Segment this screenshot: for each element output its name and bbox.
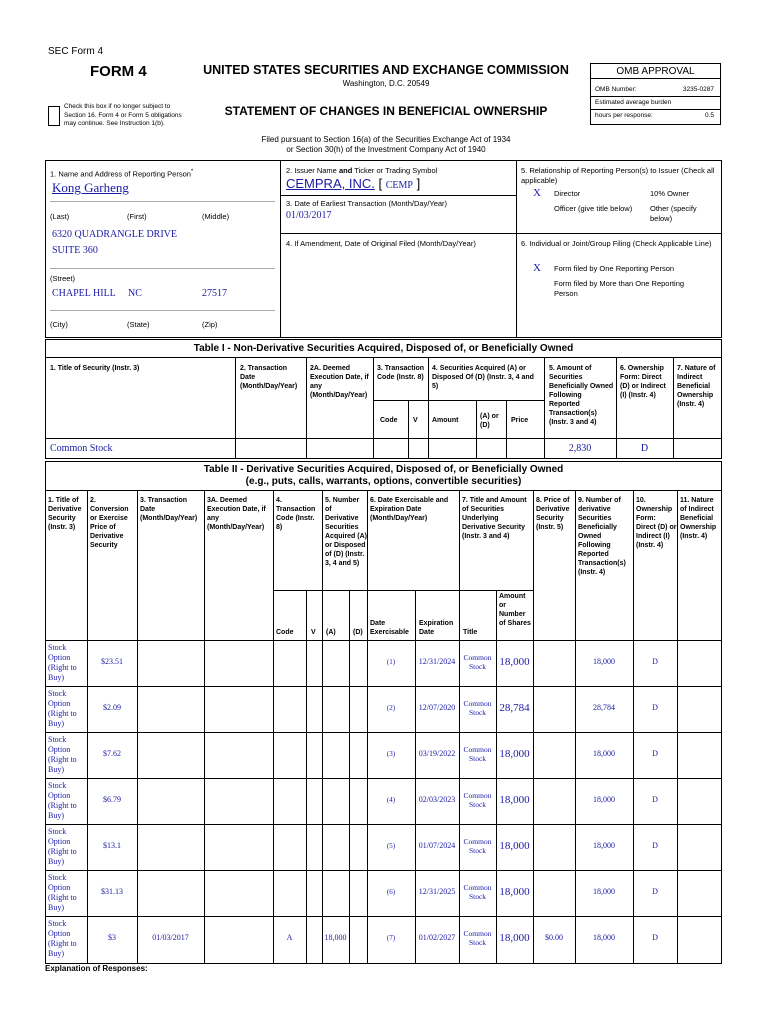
t2-row-form: D (652, 887, 658, 896)
t2-row-title: Stock Option (Right to Buy) (48, 735, 77, 774)
t2-row-shares: 18,000 (499, 748, 530, 760)
t2-row-p8 (533, 838, 575, 858)
t2-row-date: 01/03/2017 (152, 933, 189, 942)
t2-row-a (322, 792, 349, 812)
earliest-transaction-date: 01/03/2017 (286, 210, 332, 221)
box3-label: 3. Date of Earliest Transaction (Month/Day/Year) (286, 199, 448, 208)
t2-row-title: Stock Option (Right to Buy) (48, 689, 77, 728)
commission-city: Washington, D.C. 20549 (342, 79, 430, 88)
t1-sub-price: Price (511, 417, 529, 424)
t2-sub-expiration: Expiration Date (419, 620, 454, 636)
t2-row-owned: 18,000 (593, 657, 615, 666)
t2-row-a: 18,000 (324, 933, 347, 942)
t2-h8: 8. Price of Derivative Security (Instr. 5) (536, 497, 570, 531)
sec-form-label: SEC Form 4 (48, 46, 104, 57)
table-1-title: Table I - Non-Derivative Securities Acquired, Disposed of, or Beneficially Owned (193, 343, 574, 354)
t2-h1: 1. Title of Derivative Security (Instr. 3) (48, 497, 82, 531)
one-person-label: Form filed by One Reporting Person (554, 264, 675, 273)
t2-row-exp: 02/03/2023 (418, 795, 456, 804)
t1-row-amount: 2,830 (568, 443, 592, 454)
omb-hours-label: hours per response: (595, 112, 653, 119)
t2-row-p8 (533, 654, 575, 674)
statement-title: STATEMENT OF CHANGES IN BENEFICIAL OWNERSHIP (224, 104, 548, 118)
t2-row-shares: 18,000 (499, 840, 530, 852)
t2-row-de: (7) (386, 934, 396, 942)
no-longer-subject-checkbox[interactable] (48, 106, 60, 126)
t1-row-title: Common Stock (50, 443, 113, 454)
t2-h7: 7. Title and Amount of Securities Underlying Derivative Security (Instr. 3 and 4) (462, 497, 527, 540)
t2-row-date (137, 654, 204, 674)
t2-row-p8 (533, 700, 575, 720)
t1-h2: 2. Transaction Date (Month/Day/Year) (240, 365, 298, 390)
t2-row-a (322, 654, 349, 674)
t2-row-a (322, 746, 349, 766)
t2-row-price: $31.13 (101, 887, 123, 896)
other-label: Other (specify below) (650, 204, 697, 223)
t2-row-utitle: Common Stock (463, 791, 492, 809)
t2-row-code (273, 884, 306, 904)
box1-label: 1. Name and Address of Reporting Person* (50, 169, 194, 179)
t2-sub-title: Title (463, 629, 478, 636)
address-line-1: 6320 QUADRANGLE DRIVE (52, 229, 177, 240)
officer-label: Officer (give title below) (554, 204, 633, 213)
t2-row-utitle: Common Stock (463, 653, 492, 671)
t2-row-price: $6.79 (103, 795, 121, 804)
box4-label: 4. If Amendment, Date of Original Filed (Month/Day/Year) (286, 239, 476, 248)
address-line-2: SUITE 360 (52, 245, 98, 256)
t1-h1: 1. Title of Security (Instr. 3) (50, 365, 140, 372)
t2-row-owned: 18,000 (593, 749, 615, 758)
t2-row-owned: 18,000 (593, 795, 615, 804)
commission-title: UNITED STATES SECURITIES AND EXCHANGE COMMISSION (203, 63, 569, 77)
t2-row-code: A (286, 933, 293, 942)
t2-row-utitle: Common Stock (463, 929, 492, 947)
t2-row-date (137, 700, 204, 720)
t2-row-shares: 18,000 (499, 794, 530, 806)
t2-row-date (137, 792, 204, 812)
t2-row-shares: 28,784 (499, 702, 530, 714)
t2-row-utitle: Common Stock (463, 837, 492, 855)
t1-h6: 6. Ownership Form: Direct (D) or Indirect (I) (Instr. 4) (620, 365, 666, 399)
t2-row-form: D (652, 749, 658, 758)
t2-row-utitle: Common Stock (463, 745, 492, 763)
t2-h4: 4. Transaction Code (Instr. 8) (276, 497, 316, 531)
t2-row-code (273, 700, 306, 720)
box5-label: 5. Relationship of Reporting Person(s) to Issuer (Check all applicable) (521, 166, 715, 185)
t2-row-shares: 18,000 (499, 932, 530, 944)
t1-sub-amount: Amount (432, 417, 459, 424)
t2-row-date (137, 838, 204, 858)
t2-row-owned: 28,784 (593, 703, 615, 712)
address-zip: 27517 (202, 288, 227, 299)
t2-row-owned: 18,000 (593, 841, 615, 850)
street-label: (Street) (50, 274, 76, 283)
omb-number-label: OMB Number: (595, 86, 637, 93)
address-state: NC (128, 288, 142, 299)
t2-row-exp: 01/02/2027 (418, 933, 456, 942)
t2-row-a (322, 700, 349, 720)
t2-row-price: $2.09 (103, 703, 121, 712)
t2-h3: 3. Transaction Date (Month/Day/Year) (140, 497, 198, 522)
filed-line-1: Filed pursuant to Section 16(a) of the Securities Exchange Act of 1934 (261, 135, 511, 144)
t2-h3a: 3A. Deemed Execution Date, if any (Month/Day/Year) (207, 497, 266, 531)
t2-row-price: $7.62 (103, 749, 121, 758)
t2-row-a (322, 838, 349, 858)
t2-row-exp: 12/31/2024 (418, 657, 456, 666)
t2-row-de: (2) (386, 704, 396, 712)
first-label: (First) (127, 212, 147, 221)
t2-sub-a: (A) (326, 629, 336, 636)
t2-row-de: (5) (386, 842, 396, 850)
zip-label: (Zip) (202, 320, 218, 329)
t1-h4: 4. Securities Acquired (A) or Disposed Of (D) (Instr. 3, 4 and 5) (432, 365, 534, 390)
reporting-person-name[interactable]: Kong Garheng (52, 180, 129, 195)
t2-row-exp: 03/19/2022 (418, 749, 456, 758)
t2-row-price: $13.1 (103, 841, 121, 850)
t2-row-exp: 12/31/2025 (418, 887, 456, 896)
ticker-symbol: CEMP (385, 180, 413, 191)
t1-sub-v: V (413, 417, 418, 424)
director-label: Director (554, 189, 581, 198)
t2-row-form: D (652, 657, 658, 666)
t2-row-form: D (652, 795, 658, 804)
t2-row-p8 (533, 792, 575, 812)
t2-h5: 5. Number of Derivative Securities Acquired (A) or Disposed of (D) (Instr. 3, 4 and 5) (325, 497, 367, 567)
checkbox-text: Check this box if no longer subject to Section 16. Form 4 or Form 5 obligations may continue. See Instruction 1(b). (64, 103, 182, 127)
t2-sub-amount: Amount or Number of Shares (499, 593, 531, 627)
t2-row-shares: 18,000 (499, 656, 530, 668)
more-person-label: Form filed by More than One Reporting Person (554, 279, 685, 298)
box6-label: 6. Individual or Joint/Group Filing (Check Applicable Line) (521, 239, 712, 248)
issuer-name[interactable]: CEMPRA, INC. (286, 176, 375, 191)
omb-hours: 0.5 (704, 112, 714, 119)
last-label: (Last) (50, 212, 70, 221)
t2-row-exp: 12/07/2020 (418, 703, 456, 712)
t2-row-de: (6) (386, 888, 396, 896)
omb-approval-box (590, 63, 721, 125)
t1-h7: 7. Nature of Indirect Beneficial Ownership (Instr. 4) (677, 365, 716, 408)
t2-row-title: Stock Option (Right to Buy) (48, 643, 77, 682)
t2-sub-v: V (311, 629, 316, 636)
t2-row-exp: 01/07/2024 (418, 841, 456, 850)
filed-line-2: or Section 30(h) of the Investment Company Act of 1940 (286, 145, 486, 154)
city-label: (City) (50, 320, 68, 329)
ten-percent-label: 10% Owner (650, 189, 690, 198)
t1-row-form: D (640, 443, 649, 454)
box2-label: 2. Issuer Name and Ticker or Trading Symbol (286, 166, 438, 175)
t1-h5: 5. Amount of Securities Beneficially Owned Following Reported Transaction(s) (Instr. 3 and 4) (549, 365, 614, 426)
t1-h2a: 2A. Deemed Execution Date, if any (Month/Day/Year) (310, 365, 369, 399)
t2-row-form: D (652, 841, 658, 850)
t2-row-date (137, 746, 204, 766)
t2-row-utitle: Common Stock (463, 883, 492, 901)
t2-row-date (137, 884, 204, 904)
t2-row-title: Stock Option (Right to Buy) (48, 873, 77, 912)
t2-h9: 9. Number of derivative Securities Beneficially Owned Following Reported Transaction(s) (Instr. 4) (578, 497, 626, 576)
t2-row-p8: $0.00 (545, 933, 563, 942)
t2-row-form: D (652, 703, 658, 712)
t2-row-owned: 18,000 (593, 887, 615, 896)
t1-h3: 3. Transaction Code (Instr. 8) (377, 365, 425, 381)
explanation-label: Explanation of Responses: (45, 964, 148, 973)
t2-row-de: (1) (386, 658, 396, 666)
t2-row-title: Stock Option (Right to Buy) (48, 781, 77, 820)
t2-sub-d: (D) (353, 629, 363, 636)
director-check[interactable]: X (533, 187, 541, 199)
t2-h2: 2. Conversion or Exercise Price of Derivative Security (90, 497, 129, 549)
t2-h10: 10. Ownership Form: Direct (D) or Indirect (I) (Instr. 4) (636, 497, 677, 549)
t2-row-form: D (652, 933, 658, 942)
omb-number: 3235-0287 (682, 86, 714, 93)
state-label: (State) (127, 320, 150, 329)
t2-row-utitle: Common Stock (463, 699, 492, 717)
t2-h6: 6. Date Exercisable and Expiration Date (Month/Day/Year) (370, 497, 449, 522)
t2-row-p8 (533, 746, 575, 766)
t2-row-code (273, 746, 306, 766)
t2-row-owned: 18,000 (593, 933, 615, 942)
table-2-title: Table II - Derivative Securities Acquired, Disposed of, or Beneficially Owned (203, 464, 564, 475)
t1-sub-ad: (A) or (D) (480, 413, 499, 429)
t2-row-price: $23.51 (101, 657, 123, 666)
t1-sub-code: Code (380, 417, 398, 424)
table-2-subtitle: (e.g., puts, calls, warrants, options, convertible securities) (245, 476, 522, 487)
t2-row-p8 (533, 884, 575, 904)
t2-row-code (273, 654, 306, 674)
middle-label: (Middle) (202, 212, 230, 221)
t2-row-shares: 18,000 (499, 886, 530, 898)
address-city: CHAPEL HILL (52, 288, 116, 299)
t2-row-price: $3 (108, 933, 116, 942)
t2-row-title: Stock Option (Right to Buy) (48, 827, 77, 866)
t2-row-title: Stock Option (Right to Buy) (48, 919, 77, 958)
t2-row-a (322, 884, 349, 904)
t2-h11: 11. Nature of Indirect Beneficial Ownership (Instr. 4) (680, 497, 717, 540)
t2-sub-code: Code (276, 629, 294, 636)
omb-burden-label: Estimated average burden (595, 99, 672, 106)
issuer-block: CEMPRA, INC. [ CEMP ] (286, 176, 421, 191)
t2-row-code (273, 792, 306, 812)
t2-row-code (273, 838, 306, 858)
one-person-check[interactable]: X (533, 262, 541, 274)
t2-row-de: (4) (386, 796, 396, 804)
omb-title: OMB APPROVAL (591, 64, 720, 79)
t2-sub-exercisable: Date Exercisable (370, 620, 409, 636)
t2-row-de: (3) (386, 750, 396, 758)
form-title: FORM 4 (90, 63, 147, 80)
